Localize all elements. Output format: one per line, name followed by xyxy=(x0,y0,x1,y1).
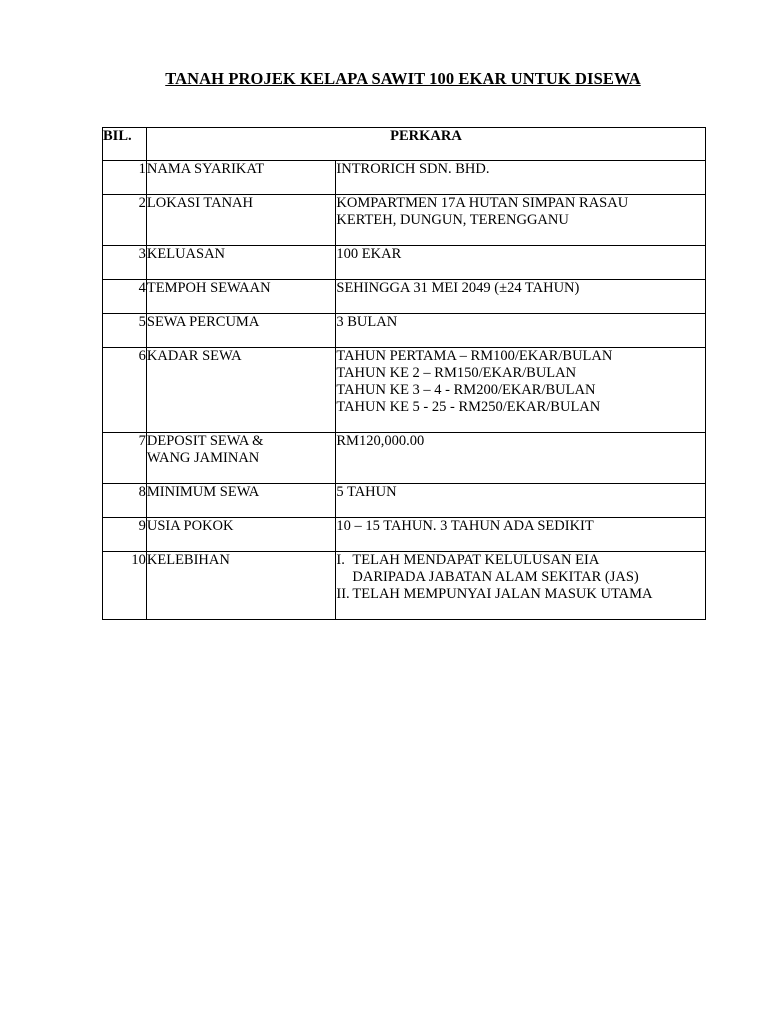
row-value xyxy=(336,280,706,314)
value-line: 3 BULAN xyxy=(336,314,398,330)
item-line: WANG JAMINAN xyxy=(146,450,260,466)
page-title: TANAH PROJEK KELAPA SAWIT 100 EKAR UNTUK DISEWA xyxy=(165,69,641,88)
row-value xyxy=(336,246,706,280)
row-item xyxy=(146,161,336,195)
value-line: 100 EKAR xyxy=(336,246,402,262)
value-line: RM120,000.00 xyxy=(336,433,425,449)
row-value xyxy=(336,314,706,348)
table-row xyxy=(103,348,706,433)
item-line: KADAR SEWA xyxy=(146,348,242,364)
row-item xyxy=(146,348,336,433)
row-value xyxy=(336,518,706,552)
row-number: 10 xyxy=(103,552,147,620)
item-line: MINIMUM SEWA xyxy=(146,484,260,500)
value-line: 5 TAHUN xyxy=(336,484,397,500)
table-header-row xyxy=(103,128,706,161)
value-line: TAHUN KE 3 – 4 - RM200/EKAR/BULAN xyxy=(336,382,596,398)
row-item xyxy=(146,314,336,348)
value-line: TAHUN KE 5 - 25 - RM250/EKAR/BULAN xyxy=(336,399,601,415)
list-text: TELAH MEMPUNYAI JALAN MASUK UTAMA xyxy=(352,586,653,602)
value-line: TAHUN PERTAMA – RM100/EKAR/BULAN xyxy=(336,348,613,364)
list-item-line xyxy=(336,552,705,569)
row-number: 2 xyxy=(103,195,147,246)
row-value xyxy=(336,552,706,620)
row-item xyxy=(146,195,336,246)
list-item-line xyxy=(336,569,705,586)
table-body xyxy=(103,161,706,620)
table-row xyxy=(103,484,706,518)
row-number: 3 xyxy=(103,246,147,280)
list-numeral: I. xyxy=(336,552,345,568)
item-line: USIA POKOK xyxy=(146,518,234,534)
item-line: LOKASI TANAH xyxy=(146,195,253,211)
row-item xyxy=(146,552,336,620)
row-item xyxy=(146,246,336,280)
value-line: INTRORICH SDN. BHD. xyxy=(336,161,490,177)
row-item xyxy=(146,518,336,552)
item-line: DEPOSIT SEWA & xyxy=(146,433,264,449)
row-number: 6 xyxy=(103,348,147,433)
details-table xyxy=(102,127,706,620)
item-line: KELEBIHAN xyxy=(146,552,230,568)
row-number: 9 xyxy=(103,518,147,552)
row-value xyxy=(336,348,706,433)
table-row xyxy=(103,552,706,620)
header-bil: BIL. xyxy=(103,128,147,161)
table-row xyxy=(103,195,706,246)
table-row xyxy=(103,518,706,552)
list-text: DARIPADA JABATAN ALAM SEKITAR (JAS) xyxy=(352,569,639,585)
value-line: SEHINGGA 31 MEI 2049 (±24 TAHUN) xyxy=(336,280,580,296)
row-item xyxy=(146,433,336,484)
table-row xyxy=(103,246,706,280)
value-line: 10 – 15 TAHUN. 3 TAHUN ADA SEDIKIT xyxy=(336,518,594,534)
row-value xyxy=(336,484,706,518)
list-numeral: II. xyxy=(336,586,350,602)
table-row xyxy=(103,280,706,314)
row-number: 1 xyxy=(103,161,147,195)
value-line: TAHUN KE 2 – RM150/EKAR/BULAN xyxy=(336,365,577,381)
item-line: SEWA PERCUMA xyxy=(146,314,260,330)
item-line: TEMPOH SEWAAN xyxy=(146,280,271,296)
value-line: KOMPARTMEN 17A HUTAN SIMPAN RASAU xyxy=(336,195,629,211)
list-item-line xyxy=(336,586,705,603)
item-line: NAMA SYARIKAT xyxy=(146,161,265,177)
row-value xyxy=(336,195,706,246)
item-line: KELUASAN xyxy=(146,246,226,262)
row-number: 7 xyxy=(103,433,147,484)
row-value xyxy=(336,433,706,484)
table-row xyxy=(103,314,706,348)
row-number: 4 xyxy=(103,280,147,314)
row-item xyxy=(146,280,336,314)
row-value xyxy=(336,161,706,195)
table-row xyxy=(103,433,706,484)
row-number: 8 xyxy=(103,484,147,518)
row-number: 5 xyxy=(103,314,147,348)
header-perkara: PERKARA xyxy=(146,128,705,161)
row-item xyxy=(146,484,336,518)
table-row xyxy=(103,161,706,195)
list-text: TELAH MENDAPAT KELULUSAN EIA xyxy=(352,552,600,568)
value-line: KERTEH, DUNGUN, TERENGGANU xyxy=(336,212,569,228)
